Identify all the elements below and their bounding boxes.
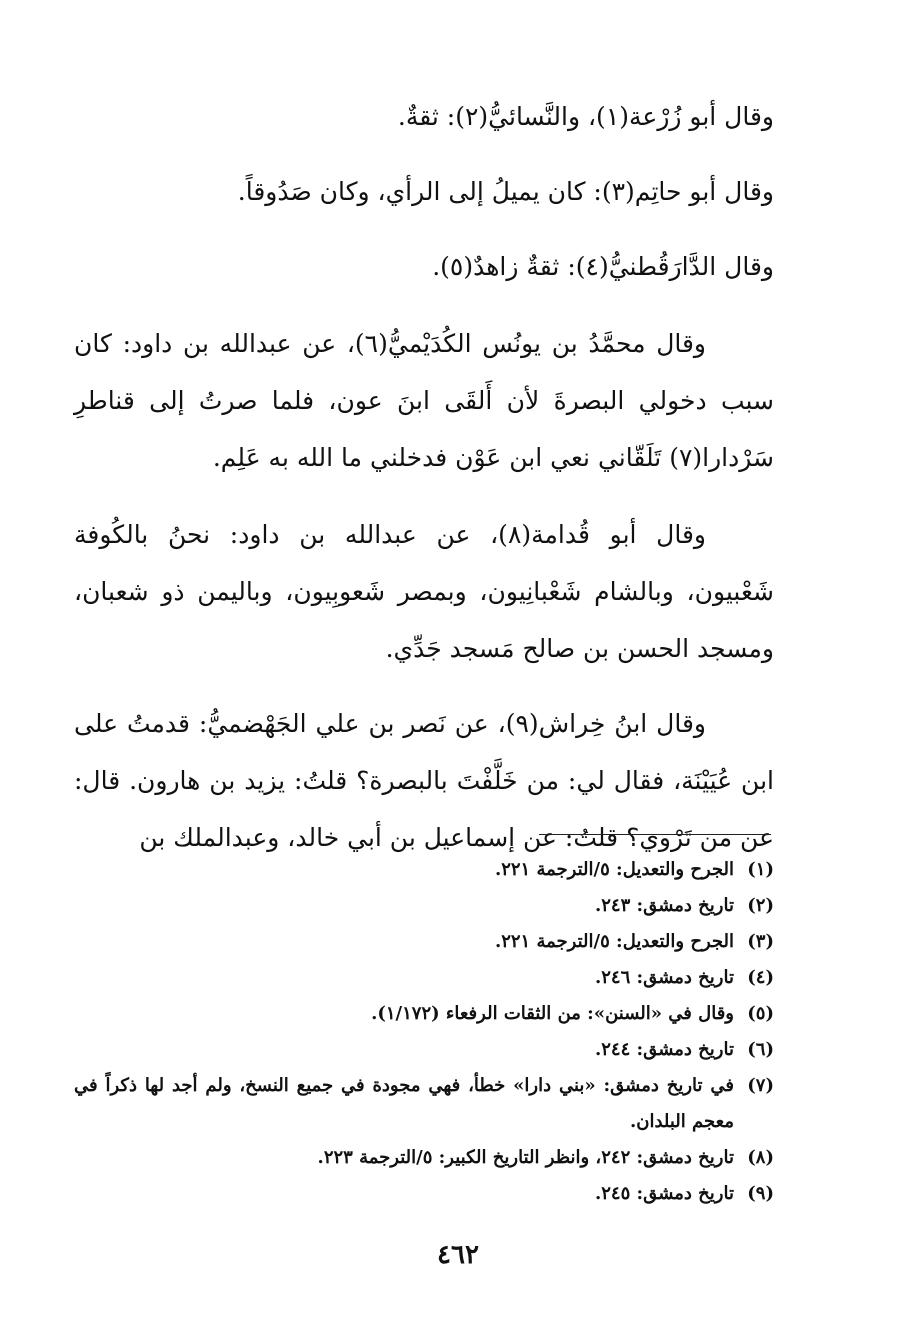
paragraph-abu-zura: وقال أبو زُرْعة(١)، والنَّسائيُّ(٢): ثقةٌ. [397, 102, 774, 131]
footnote-text: تاريخ دمشق: ٢٤٣. [594, 895, 734, 916]
footnote-separator [539, 834, 771, 835]
footnote-text: تاريخ دمشق: ٢٤٥. [594, 1183, 734, 1204]
footnote-item [74, 1032, 774, 1068]
footnote-number: (٧) [747, 1075, 774, 1096]
paragraph-abu-qudama: وقال أبو قُدامة(٨)، عن عبدالله بن داود: نحنُ بالكُوفة شَعْبيون، وبالشام شَعْبانِيون، وبمصر شَعوبِيون، وباليمن ذو شعبان، ومسجد الحسن بن صالح مَسجد جَدِّي. [74, 520, 774, 663]
footnote-text: تاريخ دمشق: ٢٤٢، وانظر التاريخ الكبير: ٥/الترجمة ٢٢٣. [317, 1147, 734, 1168]
footnote-number: (٢) [747, 895, 774, 916]
footnotes [74, 852, 774, 1212]
paragraph-daraqutni: وقال الدَّارَقُطنيُّ(٤): ثقةٌ زاهدٌ(٥). [432, 252, 774, 281]
footnote-text: في تاريخ دمشق: «بني دارا» خطأ، فهي مجودة في جميع النسخ، ولم أجد لها ذكراً في معجم البلدان. [74, 1075, 734, 1132]
footnote-item [74, 1068, 774, 1140]
footnote-item [74, 888, 774, 924]
footnote-text: وقال في «السنن»: من الثقات الرفعاء (١/١٧٢). [371, 1003, 734, 1024]
footnote-item [74, 1140, 774, 1176]
footnote-number: (٥) [747, 1003, 774, 1024]
footnote-text: تاريخ دمشق: ٢٤٦. [594, 967, 734, 988]
footnote-text: الجرح والتعديل: ٥/الترجمة ٢٢١. [494, 931, 734, 952]
paragraph-ibn-khirash: وقال ابنُ خِراش(٩)، عن نَصر بن علي الجَهْضميُّ: قدمتُ على ابن عُيَيْنَة، فقال لي: من خَلَّفْتَ بالبصرة؟ قلتُ: يزيد بن هارون. قال: عن من تَرْوي؟ قلتُ: عن إسماعيل بن أبي خالد، وعبدالملك بن [74, 709, 774, 852]
paragraph-kudaymi: وقال محمَّدُ بن يونُس الكُدَيْميُّ(٦)، عن عبدالله بن داود: كان سبب دخولي البصرةَ لأن أَلقَى ابنَ عون، فلما صرتُ إلى قناطرِ سَرْدارا(٧) تَلَقّاني نعي ابن عَوْن فدخلني ما الله به عَلِم. [74, 329, 774, 472]
footnote-text: تاريخ دمشق: ٢٤٤. [594, 1039, 734, 1060]
footnote-number: (٦) [747, 1039, 774, 1060]
footnote-number: (٩) [747, 1183, 774, 1204]
footnote-number: (٨) [747, 1147, 774, 1168]
footnote-number: (١) [747, 859, 774, 880]
page-number: ٤٦٢ [437, 1240, 479, 1270]
footnote-item [74, 924, 774, 960]
footnote-number: (٣) [747, 931, 774, 952]
footnote-item [74, 996, 774, 1032]
main-text [74, 88, 774, 866]
paragraph-abu-hatim: وقال أبو حاتِم(٣): كان يميلُ إلى الرأي، وكان صَدُوقاً. [237, 177, 774, 206]
footnote-number: (٤) [747, 967, 774, 988]
footnote-item [74, 852, 774, 888]
footnote-item [74, 1176, 774, 1212]
footnote-text: الجرح والتعديل: ٥/الترجمة ٢٢١. [494, 859, 734, 880]
footnote-item [74, 960, 774, 996]
